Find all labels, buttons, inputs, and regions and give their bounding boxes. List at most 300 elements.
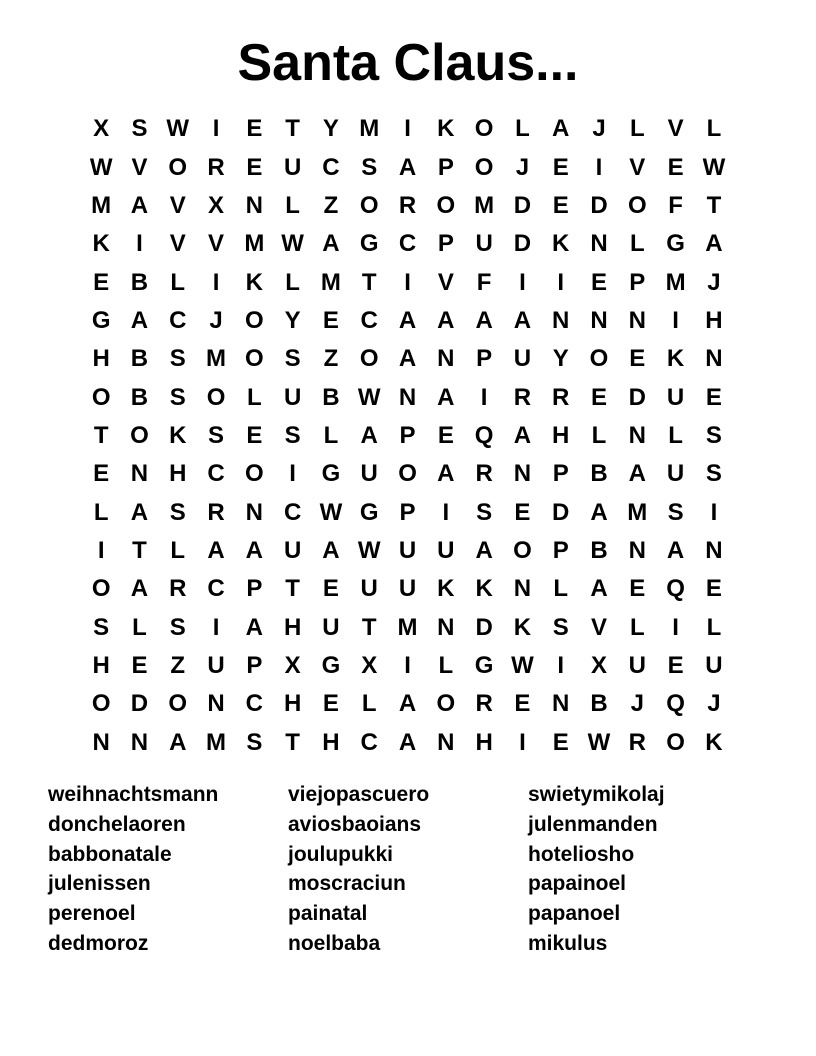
grid-letter[interactable]: D [628, 383, 646, 411]
grid-letter[interactable]: N [130, 460, 149, 488]
grid-letter[interactable]: N [705, 536, 723, 564]
grid-letter[interactable]: S [284, 345, 301, 373]
grid-letter[interactable]: B [590, 460, 608, 488]
grid-letter[interactable]: P [399, 421, 416, 449]
grid-letter[interactable]: W [357, 536, 381, 564]
grid-letter[interactable]: V [629, 153, 646, 181]
grid-letter[interactable]: W [166, 115, 190, 143]
grid-letter[interactable]: H [169, 460, 187, 488]
grid-letter[interactable]: I [557, 651, 565, 679]
grid-letter[interactable]: L [668, 421, 683, 449]
grid-letter[interactable]: A [437, 306, 455, 334]
grid-letter[interactable]: K [475, 575, 493, 603]
grid-letter[interactable]: U [283, 536, 302, 564]
grid-letter[interactable]: O [436, 690, 456, 718]
grid-letter[interactable]: M [206, 728, 227, 756]
grid-letter[interactable]: D [552, 498, 570, 526]
grid-letter[interactable]: A [169, 728, 187, 756]
grid-letter[interactable]: X [284, 651, 301, 679]
grid-letter[interactable]: O [666, 728, 685, 756]
grid-letter[interactable]: A [245, 536, 263, 564]
grid-letter[interactable]: E [246, 115, 263, 143]
grid-letter[interactable]: R [628, 728, 646, 756]
grid-letter[interactable]: E [552, 191, 569, 219]
grid-letter[interactable]: U [283, 383, 302, 411]
grid-letter[interactable]: O [168, 690, 188, 718]
grid-letter[interactable]: U [666, 383, 685, 411]
grid-letter[interactable]: N [437, 345, 455, 373]
grid-letter[interactable]: D [513, 191, 532, 219]
word-item: moscraciun [288, 872, 406, 896]
word-item: julenissen [48, 872, 151, 896]
grid-letter[interactable]: L [438, 651, 454, 679]
grid-letter[interactable]: B [590, 536, 608, 564]
grid-letter[interactable]: N [130, 728, 149, 756]
grid-letter[interactable]: M [397, 613, 418, 641]
grid-letter[interactable]: O [398, 460, 417, 488]
grid-letter[interactable]: L [629, 230, 645, 258]
grid-letter[interactable]: O [91, 690, 111, 718]
grid-letter[interactable]: T [285, 575, 300, 603]
grid-letter[interactable]: G [359, 498, 379, 526]
grid-letter[interactable]: A [513, 421, 532, 449]
grid-letter[interactable]: C [207, 575, 225, 603]
grid-letter[interactable]: I [595, 153, 603, 181]
grid-letter[interactable]: D [130, 690, 149, 718]
grid-letter[interactable]: L [170, 268, 186, 296]
grid-letter[interactable]: A [398, 728, 417, 756]
grid-letter[interactable]: J [707, 690, 721, 718]
grid-letter[interactable]: J [630, 690, 644, 718]
grid-letter[interactable]: L [706, 115, 722, 143]
grid-letter[interactable]: P [246, 575, 263, 603]
grid-letter[interactable]: N [207, 690, 225, 718]
grid-letter[interactable]: E [705, 575, 722, 603]
grid-letter[interactable]: P [552, 460, 569, 488]
grid-letter[interactable]: N [590, 306, 608, 334]
grid-letter[interactable]: G [474, 651, 494, 679]
grid-letter[interactable]: P [552, 536, 569, 564]
grid-letter[interactable]: K [513, 613, 532, 641]
grid-letter[interactable]: A [322, 230, 340, 258]
grid-letter[interactable]: S [667, 498, 684, 526]
grid-letter[interactable]: S [476, 498, 493, 526]
grid-letter[interactable]: A [245, 613, 263, 641]
grid-letter[interactable]: S [246, 728, 263, 756]
grid-letter[interactable]: V [169, 191, 186, 219]
grid-letter[interactable]: W [281, 230, 304, 258]
grid-letter[interactable]: T [361, 613, 377, 641]
grid-letter[interactable]: Y [322, 115, 339, 143]
grid-letter[interactable]: K [705, 728, 723, 756]
grid-letter[interactable]: J [209, 306, 223, 334]
grid-letter[interactable]: V [169, 230, 186, 258]
grid-letter[interactable]: W [702, 153, 726, 181]
grid-letter[interactable]: W [511, 651, 534, 679]
grid-letter[interactable]: R [513, 383, 532, 411]
grid-letter[interactable]: C [398, 230, 417, 258]
grid-letter[interactable]: P [437, 230, 454, 258]
grid-letter[interactable]: U [398, 575, 417, 603]
grid-letter[interactable]: N [590, 230, 608, 258]
grid-letter[interactable]: L [706, 613, 722, 641]
grid-letter[interactable]: A [437, 383, 455, 411]
grid-letter[interactable]: U [207, 651, 225, 679]
grid-letter[interactable]: N [628, 421, 646, 449]
grid-letter[interactable]: E [93, 268, 110, 296]
grid-letter[interactable]: U [360, 460, 378, 488]
grid-letter[interactable]: E [322, 690, 339, 718]
grid-letter[interactable]: L [132, 613, 147, 641]
grid-letter[interactable]: T [285, 115, 300, 143]
grid-letter[interactable]: N [513, 575, 532, 603]
grid-letter[interactable]: I [672, 613, 679, 641]
grid-letter[interactable]: H [322, 728, 340, 756]
grid-letter[interactable]: X [361, 651, 378, 679]
grid-letter[interactable]: R [398, 191, 417, 219]
grid-letter[interactable]: Y [284, 306, 301, 334]
grid-letter[interactable]: S [169, 383, 186, 411]
grid-letter[interactable]: G [91, 306, 111, 334]
grid-letter[interactable]: L [93, 498, 109, 526]
grid-letter[interactable]: A [360, 421, 378, 449]
grid-row [82, 455, 734, 493]
grid-letter[interactable]: G [321, 651, 341, 679]
grid-letter[interactable]: U [360, 575, 378, 603]
grid-letter[interactable]: E [591, 268, 608, 296]
grid-letter[interactable]: P [399, 498, 416, 526]
grid-letter[interactable]: O [589, 345, 609, 373]
grid-letter[interactable]: O [359, 191, 379, 219]
grid-letter[interactable]: M [206, 345, 227, 373]
grid-letter[interactable]: T [361, 268, 377, 296]
grid-letter[interactable]: M [320, 268, 341, 296]
grid-letter[interactable]: B [130, 383, 149, 411]
grid-letter[interactable]: S [131, 115, 148, 143]
grid-letter[interactable]: H [283, 690, 302, 718]
grid-letter[interactable]: C [283, 498, 302, 526]
grid-letter[interactable]: A [513, 306, 532, 334]
grid-letter[interactable]: B [590, 690, 608, 718]
grid-letter[interactable]: E [629, 345, 646, 373]
grid-letter[interactable]: B [130, 268, 149, 296]
grid-row [82, 340, 734, 378]
grid-letter[interactable]: W [357, 383, 381, 411]
grid-letter[interactable]: S [208, 421, 225, 449]
grid-letter[interactable]: I [442, 498, 450, 526]
grid-letter[interactable]: O [245, 460, 264, 488]
grid-letter[interactable]: I [404, 651, 411, 679]
grid-letter[interactable]: H [92, 651, 110, 679]
grid-letter[interactable]: A [590, 498, 608, 526]
grid-row [82, 187, 734, 225]
grid-letter[interactable]: F [476, 268, 492, 296]
grid-letter[interactable]: I [212, 115, 220, 143]
grid-letter[interactable]: O [130, 421, 149, 449]
grid-letter[interactable]: C [169, 306, 187, 334]
grid-letter[interactable]: K [437, 575, 455, 603]
grid-letter[interactable]: O [627, 191, 647, 219]
grid-row [82, 493, 734, 531]
grid-letter[interactable]: L [629, 115, 645, 143]
grid-letter[interactable]: H [705, 306, 723, 334]
grid-letter[interactable]: V [131, 153, 148, 181]
grid-letter[interactable]: C [245, 690, 263, 718]
grid-letter[interactable]: J [592, 115, 606, 143]
grid-letter[interactable]: A [552, 115, 570, 143]
grid-letter[interactable]: N [437, 728, 455, 756]
grid-letter[interactable]: U [322, 613, 340, 641]
grid-letter[interactable]: L [285, 268, 300, 296]
grid-letter[interactable]: E [437, 421, 454, 449]
grid-letter[interactable]: S [552, 613, 569, 641]
grid-letter[interactable]: A [590, 575, 608, 603]
grid-letter[interactable]: A [705, 230, 723, 258]
grid-letter[interactable]: C [360, 306, 378, 334]
grid-letter[interactable]: N [437, 613, 455, 641]
grid-letter[interactable]: C [207, 460, 225, 488]
grid-letter[interactable]: U [437, 536, 455, 564]
grid-letter[interactable]: E [514, 690, 531, 718]
grid-letter[interactable]: U [513, 345, 532, 373]
grid-letter[interactable]: E [514, 498, 531, 526]
grid-letter[interactable]: H [283, 613, 302, 641]
grid-letter[interactable]: E [93, 460, 110, 488]
grid-letter[interactable]: E [552, 153, 569, 181]
grid-letter[interactable]: G [359, 230, 379, 258]
grid-letter[interactable]: L [285, 191, 300, 219]
grid-letter[interactable]: E [552, 728, 569, 756]
grid-letter[interactable]: I [519, 728, 526, 756]
grid-letter[interactable]: A [398, 345, 417, 373]
grid-letter[interactable]: O [168, 153, 188, 181]
grid-letter[interactable]: L [247, 383, 262, 411]
grid-letter[interactable]: O [474, 115, 494, 143]
grid-letter[interactable]: M [91, 191, 112, 219]
grid-letter[interactable]: A [398, 306, 417, 334]
grid-letter[interactable]: I [710, 498, 718, 526]
grid-letter[interactable]: S [284, 421, 301, 449]
grid-letter[interactable]: A [628, 460, 646, 488]
grid-letter[interactable]: S [169, 345, 186, 373]
grid-letter[interactable]: I [480, 383, 488, 411]
grid-letter[interactable]: E [322, 575, 339, 603]
grid-letter[interactable]: Z [323, 191, 339, 219]
grid-letter[interactable]: Q [474, 421, 494, 449]
grid-letter[interactable]: P [476, 345, 493, 373]
grid-letter[interactable]: O [513, 536, 532, 564]
grid-letter[interactable]: T [285, 728, 300, 756]
grid-letter[interactable]: I [289, 460, 296, 488]
grid-letter[interactable]: R [475, 690, 493, 718]
grid-letter[interactable]: K [92, 230, 110, 258]
grid-letter[interactable]: E [591, 383, 608, 411]
grid-letter[interactable]: J [515, 153, 530, 181]
grid-letter[interactable]: D [475, 613, 493, 641]
grid-letter[interactable]: E [131, 651, 148, 679]
grid-letter[interactable]: K [666, 345, 685, 373]
grid-letter[interactable]: W [89, 153, 113, 181]
grid-letter[interactable]: W [319, 498, 343, 526]
grid-letter[interactable]: A [130, 191, 149, 219]
grid-letter[interactable]: S [169, 498, 186, 526]
grid-letter[interactable]: E [322, 306, 339, 334]
grid-letter[interactable]: O [245, 345, 264, 373]
grid-letter[interactable]: T [132, 536, 147, 564]
grid-letter[interactable]: T [706, 191, 722, 219]
grid-letter[interactable]: O [91, 575, 111, 603]
grid-letter[interactable]: M [244, 230, 265, 258]
grid-letter[interactable]: E [246, 421, 263, 449]
grid-letter[interactable]: J [707, 268, 721, 296]
grid-letter[interactable]: I [519, 268, 526, 296]
grid-letter[interactable]: P [629, 268, 646, 296]
grid-letter[interactable]: N [628, 306, 646, 334]
grid-letter[interactable]: A [207, 536, 225, 564]
grid-letter[interactable]: L [515, 115, 530, 143]
grid-letter[interactable]: Y [552, 345, 569, 373]
grid-letter[interactable]: F [668, 191, 683, 219]
grid-letter[interactable]: S [169, 613, 186, 641]
grid-letter[interactable]: S [361, 153, 378, 181]
grid-letter[interactable]: O [245, 306, 264, 334]
grid-letter[interactable]: E [246, 153, 263, 181]
grid-letter[interactable]: S [93, 613, 110, 641]
grid-letter[interactable]: P [246, 651, 263, 679]
grid-letter[interactable]: A [130, 306, 149, 334]
grid-letter[interactable]: R [475, 460, 493, 488]
grid-letter[interactable]: L [323, 421, 339, 449]
grid-letter[interactable]: U [475, 230, 493, 258]
grid-letter[interactable]: H [552, 421, 570, 449]
grid-letter[interactable]: X [591, 651, 608, 679]
grid-letter[interactable]: C [360, 728, 378, 756]
grid-letter[interactable]: I [557, 268, 565, 296]
grid-letter[interactable]: V [591, 613, 608, 641]
grid-letter[interactable]: V [437, 268, 454, 296]
grid-letter[interactable]: A [437, 460, 455, 488]
grid-letter[interactable]: O [359, 345, 379, 373]
grid-letter[interactable]: I [212, 613, 220, 641]
grid-letter[interactable]: A [130, 498, 149, 526]
grid-letter[interactable]: X [208, 191, 225, 219]
grid-letter[interactable]: U [398, 536, 417, 564]
grid-letter[interactable]: S [705, 421, 722, 449]
grid-letter[interactable]: A [475, 536, 493, 564]
grid-letter[interactable]: B [130, 345, 149, 373]
grid-letter[interactable]: R [207, 498, 225, 526]
grid-letter[interactable]: I [404, 268, 411, 296]
grid-letter[interactable]: Q [666, 575, 685, 603]
grid-letter[interactable]: K [552, 230, 570, 258]
grid-letter[interactable]: W [587, 728, 611, 756]
grid-letter[interactable]: N [552, 306, 570, 334]
grid-letter[interactable]: S [705, 460, 722, 488]
grid-letter[interactable]: E [629, 575, 646, 603]
grid-letter[interactable]: I [672, 306, 679, 334]
grid-letter[interactable]: P [437, 153, 454, 181]
grid-letter[interactable]: C [322, 153, 340, 181]
grid-letter[interactable]: I [404, 115, 411, 143]
grid-letter[interactable]: A [666, 536, 685, 564]
grid-letter[interactable]: A [475, 306, 493, 334]
grid-letter[interactable]: R [207, 153, 225, 181]
grid-letter[interactable]: L [553, 575, 569, 603]
grid-letter[interactable]: Z [170, 651, 186, 679]
grid-letter[interactable]: O [91, 383, 111, 411]
grid-letter[interactable]: U [705, 651, 723, 679]
grid-letter[interactable]: H [475, 728, 493, 756]
grid-letter[interactable]: M [474, 191, 495, 219]
word-item: joulupukki [288, 842, 393, 866]
grid-letter[interactable]: U [283, 153, 302, 181]
grid-letter[interactable]: L [629, 613, 645, 641]
grid-letter[interactable]: A [130, 575, 149, 603]
grid-letter[interactable]: L [170, 536, 186, 564]
grid-letter[interactable]: N [245, 498, 263, 526]
grid-letter[interactable]: K [169, 421, 187, 449]
grid-row [82, 685, 734, 723]
grid-letter[interactable]: R [169, 575, 187, 603]
grid-letter[interactable]: M [627, 498, 648, 526]
letter-grid [82, 110, 734, 760]
grid-letter[interactable]: O [436, 191, 456, 219]
grid-letter[interactable]: Q [666, 690, 685, 718]
grid-letter[interactable]: I [136, 230, 143, 258]
grid-letter[interactable]: Z [323, 345, 339, 373]
grid-letter[interactable]: L [361, 690, 377, 718]
grid-letter[interactable]: E [667, 651, 684, 679]
grid-letter[interactable]: T [93, 421, 109, 449]
grid-letter[interactable]: M [665, 268, 686, 296]
grid-letter[interactable]: A [398, 153, 417, 181]
grid-letter[interactable]: H [92, 345, 110, 373]
grid-letter[interactable]: G [666, 230, 685, 258]
word-list [48, 780, 768, 959]
grid-letter[interactable]: V [667, 115, 684, 143]
grid-letter[interactable]: D [590, 191, 608, 219]
grid-letter[interactable]: V [208, 230, 225, 258]
grid-letter[interactable]: N [705, 345, 723, 373]
grid-letter[interactable]: O [206, 383, 226, 411]
grid-letter[interactable]: K [245, 268, 263, 296]
grid-letter[interactable]: O [474, 153, 494, 181]
grid-letter[interactable]: E [705, 383, 722, 411]
grid-letter[interactable]: I [212, 268, 220, 296]
grid-letter[interactable]: U [628, 651, 646, 679]
grid-letter[interactable]: E [667, 153, 684, 181]
grid-letter[interactable]: B [322, 383, 340, 411]
grid-letter[interactable]: A [322, 536, 340, 564]
grid-letter[interactable]: N [513, 460, 532, 488]
grid-letter[interactable]: X [93, 115, 110, 143]
grid-letter[interactable]: N [552, 690, 570, 718]
grid-letter[interactable]: N [628, 536, 646, 564]
grid-letter[interactable]: I [97, 536, 105, 564]
grid-letter[interactable]: U [666, 460, 685, 488]
grid-letter[interactable]: R [552, 383, 570, 411]
grid-letter[interactable]: N [245, 191, 263, 219]
grid-letter[interactable]: D [513, 230, 532, 258]
grid-letter[interactable]: N [92, 728, 110, 756]
grid-letter[interactable]: M [359, 115, 380, 143]
grid-letter[interactable]: G [321, 460, 341, 488]
grid-letter[interactable]: K [437, 115, 455, 143]
grid-letter[interactable]: A [398, 690, 417, 718]
grid-row [82, 417, 734, 455]
grid-letter[interactable]: L [591, 421, 607, 449]
grid-letter[interactable]: N [398, 383, 417, 411]
